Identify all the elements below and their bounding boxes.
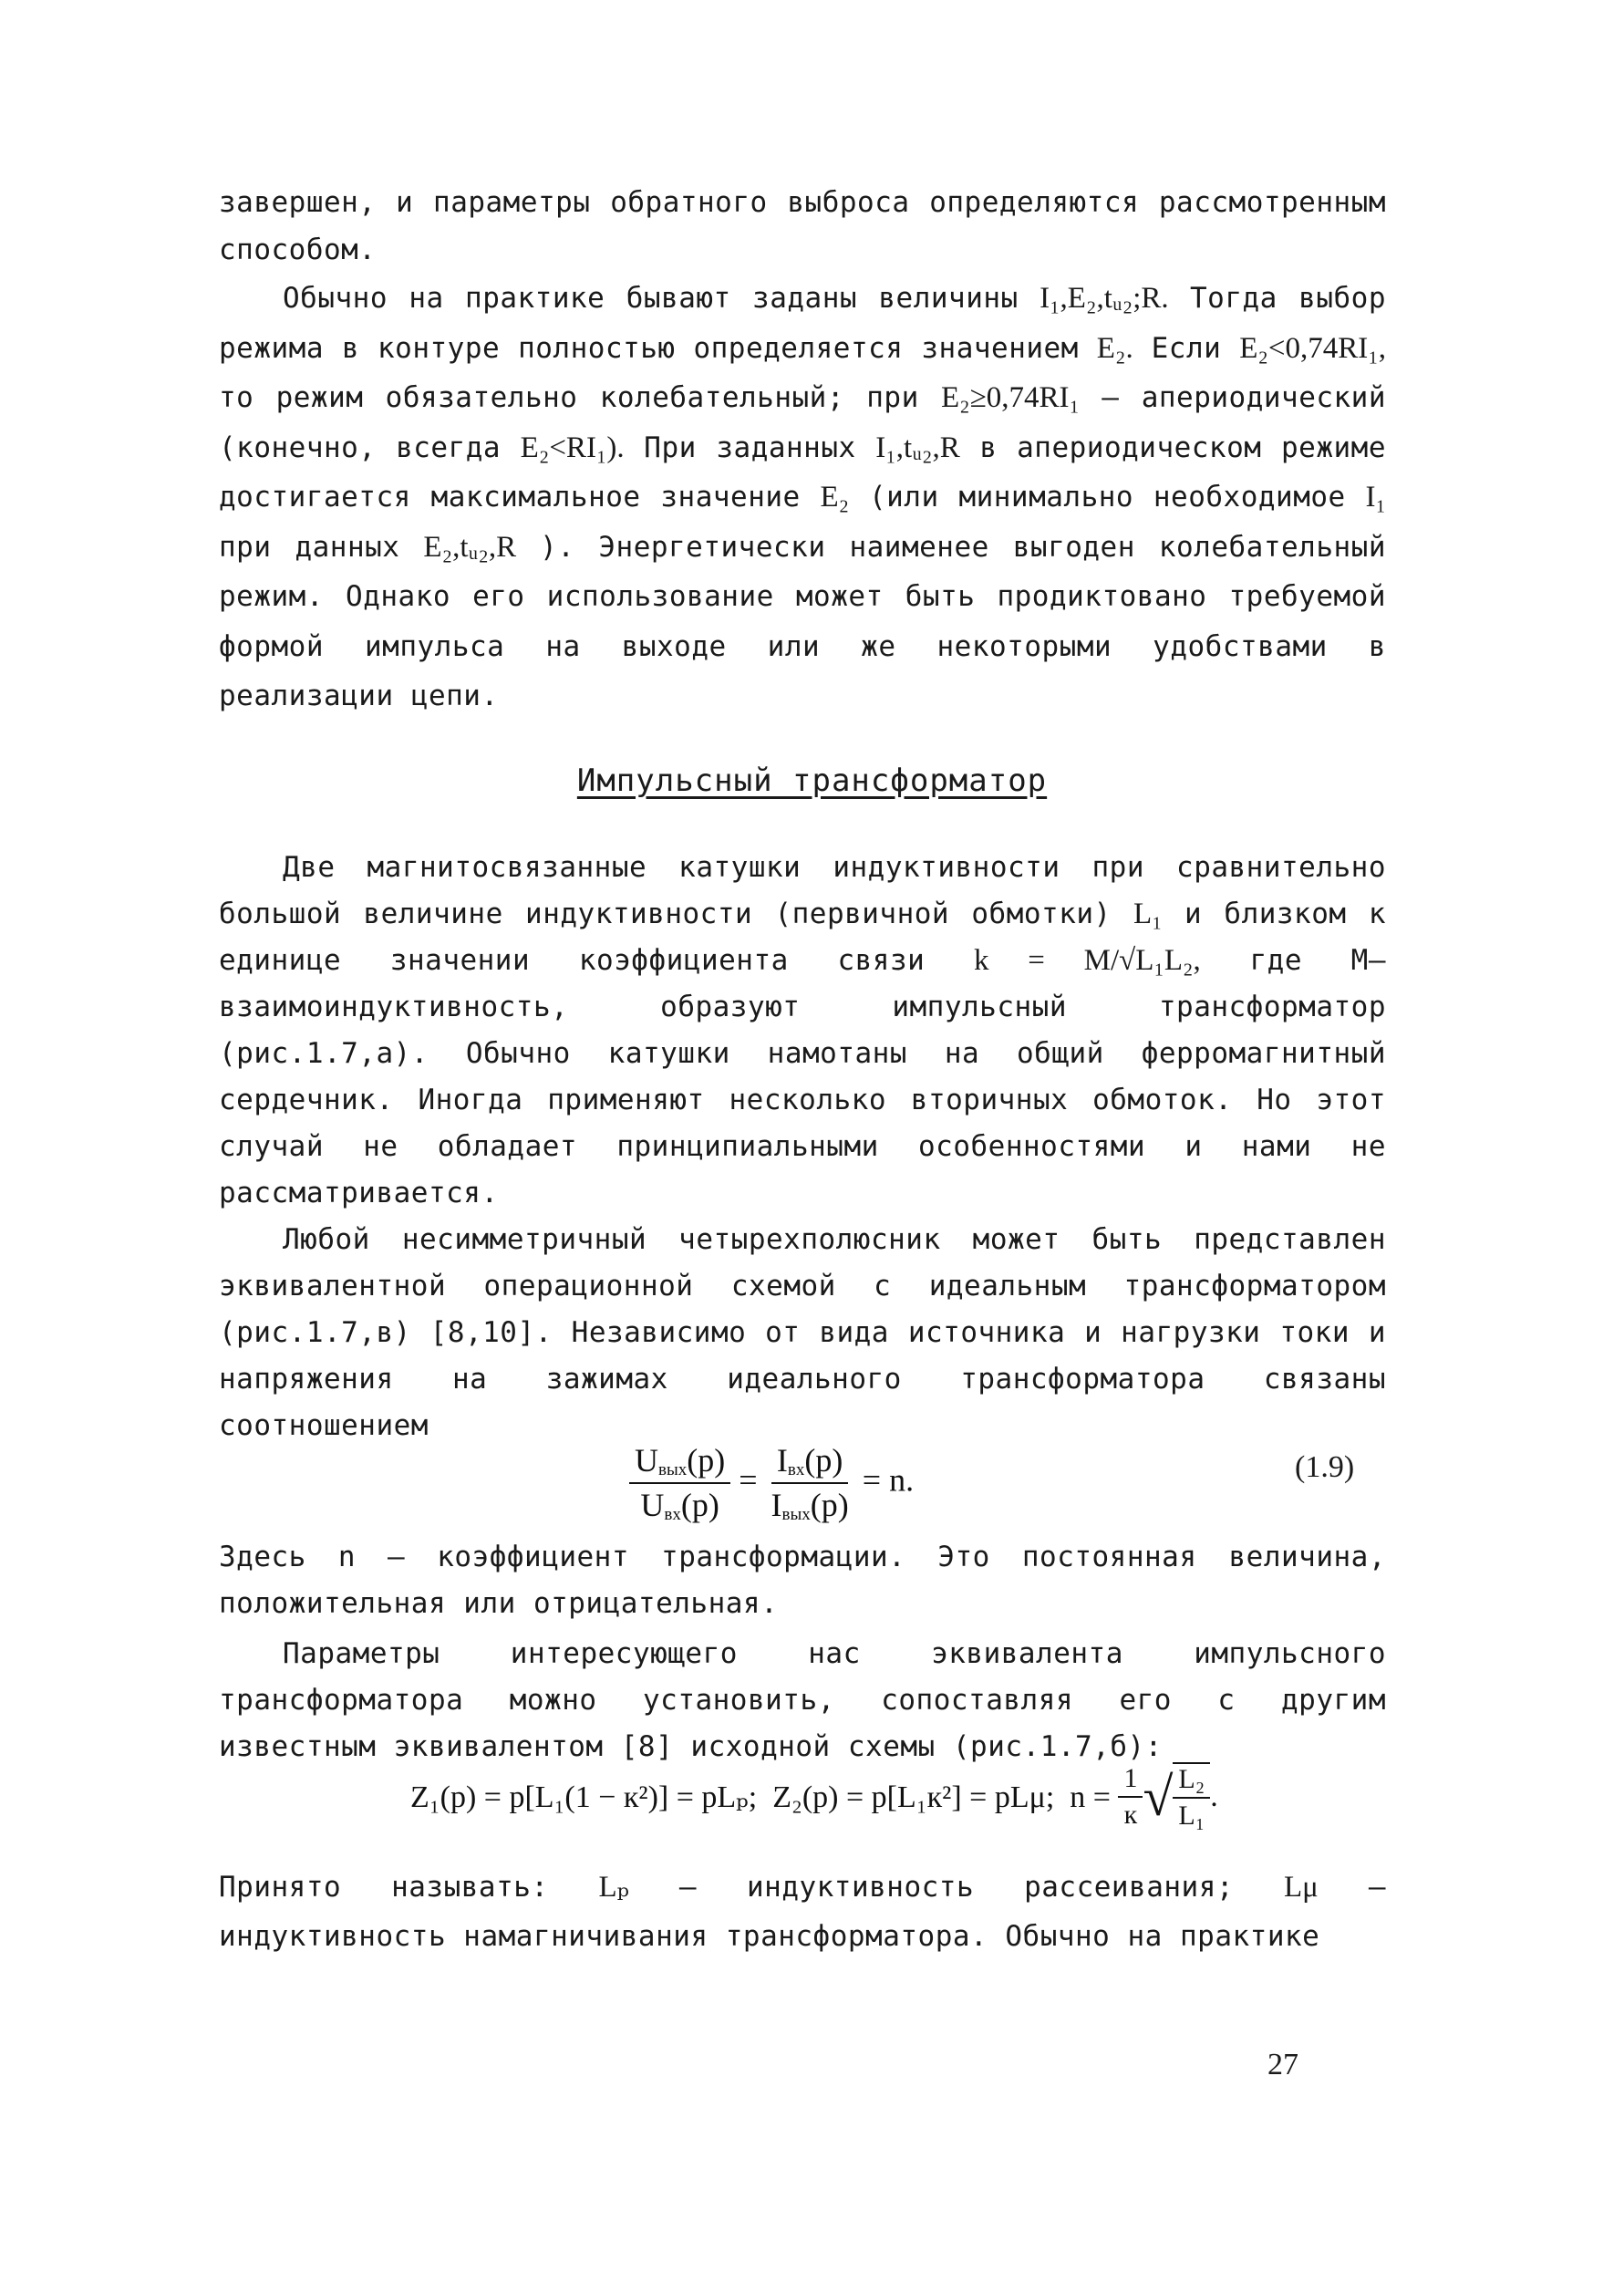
p2-math-1: I₁,E₂,tᵤ₂;R.	[1040, 282, 1169, 315]
p2-math-7: E₂	[820, 481, 850, 514]
p7-text-1: Принято называть:	[219, 1871, 599, 1904]
p2-text-10: ). Энергетически наименее выгоден колебательный режим. Однако его использование может быть продиктовано требуемой формой импульса на выходе или же некоторыми удобствами в реализации цепи.	[219, 530, 1386, 712]
paragraph-1	[219, 179, 1386, 274]
paragraph-2	[219, 274, 1386, 721]
page-number: 27	[1267, 2048, 1298, 2081]
equation-2: Z₁(p) = p[L₁(1 − к²)] = pLₚ; Z₂(p) = p[L₁к²] = pLμ; n = $\frac{1}{к}$ √ $\frac{\text{L₂}}{\text{L₁}}$ .	[410, 1763, 1218, 1831]
p4-text: Любой несимметричный четырехполюсник может быть представлен эквивалентной операционной схемой с идеальным трансформатором (рис.1.7,в) [8,10]. Независимо от вида источника и нагрузки токи и напряжения на зажимах идеального трансформатора связаны соотношением	[219, 1223, 1386, 1442]
paragraph-4	[219, 1217, 1386, 1449]
p2-math-3: E₂<0,74RI₁,	[1239, 331, 1386, 365]
paragraph-5	[219, 1534, 1386, 1627]
paragraph-3	[219, 845, 1386, 1217]
p2-text-7: в апериодическом режиме достигается максимальное значение	[219, 431, 1387, 514]
p3-text-3: где М–взаимоиндуктивность, образуют импульсный трансформатор (рис.1.7,а). Обычно катушки намотаны на общий ферромагнитный сердечник. Иногда применяют несколько вторичных обмоток. Но этот случай не обладает принципиальными особенностями и нами не рассматривается.	[219, 944, 1386, 1209]
equation-1-9	[629, 1441, 914, 1525]
paragraph-6	[219, 1631, 1386, 1770]
paragraph-1-text: завершен, и параметры обратного выброса определяются рассмотренным способом.	[219, 186, 1386, 266]
p7-text-2: – индуктивность рассеивания;	[628, 1871, 1285, 1904]
section-heading: Импульсный трансформатор	[576, 763, 1048, 799]
paragraph-7	[219, 1863, 1386, 1961]
eq1-rhs: = n.	[862, 1461, 915, 1499]
sqrt-icon: √	[1143, 1767, 1174, 1827]
p2-text-8: (или минимально необходимое	[849, 481, 1366, 514]
p3-math-1: L₁	[1133, 898, 1163, 930]
eq2-text: Z₁(p) = p[L₁(1 − к²)] = pLₚ; Z₂(p) = p[L₁к²] = pLμ; n =	[410, 1780, 1119, 1814]
p6-text: Параметры интересующего нас эквивалента импульсного трансформатора можно установить, сопоставляя его с другим известным эквивалентом [8] исходной схемы (рис.1.7,б):	[219, 1637, 1386, 1763]
p2-math-6: I₁,tᵤ₂,R	[875, 431, 960, 464]
p3-text-1: Две магнитосвязанные катушки индуктивности при сравнительно большой величине индуктивности (первичной обмотки)	[219, 851, 1386, 930]
p2-text-4: то режим обязательно колебательный; при	[219, 381, 942, 414]
p2-math-8: I₁	[1365, 481, 1386, 514]
p3-text-2: и близком к единице значении коэффициента связи	[219, 898, 1386, 977]
eq1-equals: =	[739, 1461, 766, 1499]
p2-text-6: При заданных	[624, 431, 876, 464]
p2-math-9: E₂,tᵤ₂,R	[423, 530, 517, 564]
p2-math-4: E₂≥0,74RI₁	[941, 381, 1081, 414]
p2-math-5: E₂<RI₁).	[520, 431, 625, 464]
p2-text-1: Обычно на практике бывают заданы величины	[283, 282, 1040, 315]
p2-text-2: Тогда выбор режима в контуре полностью определяется значением	[219, 282, 1386, 365]
eq2-fraction: $\frac{1}{к}$	[1118, 1763, 1143, 1831]
p2-text-5: – апериодический (конечно, всегда	[219, 381, 1387, 464]
p3-math-2: k = M/√L₁L₂,	[973, 944, 1201, 977]
eq1-fraction-2: $\frac{I_{вх}(p)}{I_{вых}(p)}$	[771, 1442, 849, 1524]
eq2-radicand: $\frac{\text{L₂}}{\text{L₁}}$	[1173, 1762, 1210, 1832]
p7-math-1: Lₚ	[598, 1871, 629, 1904]
p2-text-9: при данных	[219, 530, 424, 564]
p2-text-3: Если	[1133, 331, 1240, 365]
p7-text-3: – индуктивность намагничивания трансформатора. Обычно на практике	[219, 1871, 1386, 1953]
equation-number: (1.9)	[1295, 1450, 1355, 1484]
p2-math-2: E₂.	[1096, 331, 1133, 365]
eq1-fraction-1: $\frac{U_{вых}(p)}{U_{вх}(p)}$	[629, 1441, 730, 1525]
p7-math-2: Lμ	[1284, 1871, 1319, 1904]
p5-text: Здесь n – коэффициент трансформации. Это постоянная величина, положительная или отрицательная.	[219, 1541, 1386, 1620]
